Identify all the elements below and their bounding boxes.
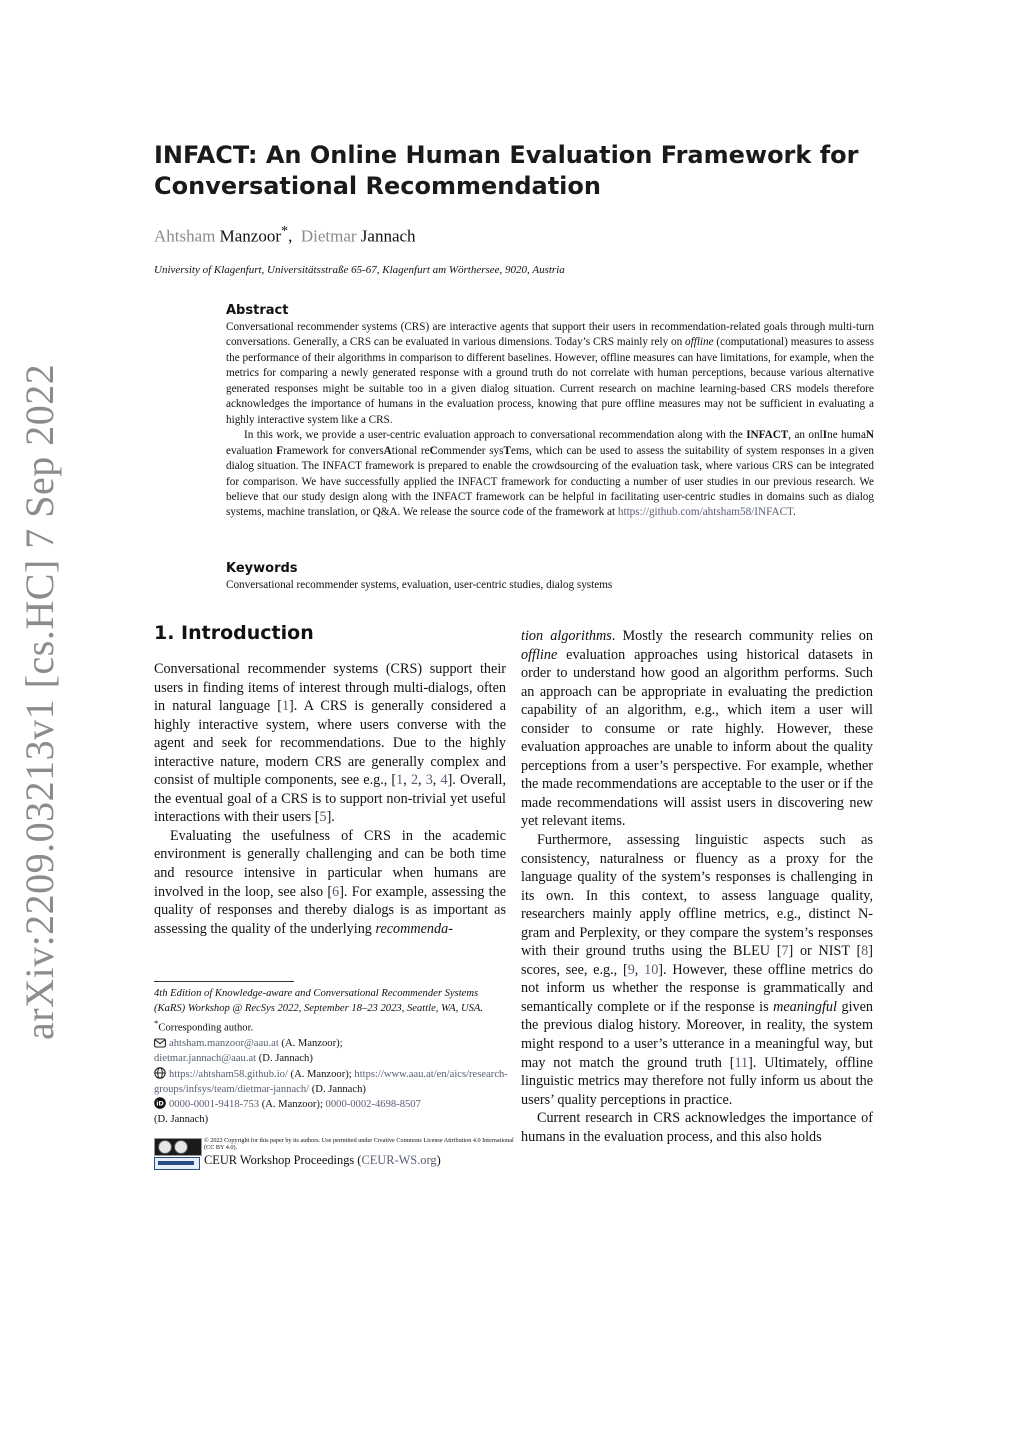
cc-by-badge [154,1138,202,1156]
email-link[interactable]: ahtsham.manzoor@aau.at [169,1038,279,1050]
keywords-section [226,560,874,593]
arxiv-watermark: arXiv:2209.03213v1 [cs.HC] 7 Sep 2022 [17,363,62,1040]
citation-link[interactable]: 3 [425,772,433,789]
citation-link[interactable]: 5 [319,809,327,826]
citation-link[interactable]: 11 [734,1054,749,1071]
orcid-line: iD 0000-0001-9418-753 (A. Manzoor); 0000-0002-4698-8507 (D. Jannach) [154,1098,421,1126]
keywords-text: Conversational recommender systems, evaluation, user-centric studies, dialog systems [226,579,613,591]
author-first-name: Dietmar [300,226,357,246]
paper-title: INFACT: An Online Human Evaluation Framework for Conversational Recommendation [154,141,859,200]
author-first-name: Ahtsham [154,226,216,246]
abstract-paragraph: In this work, we provide a user-centric evaluation approach to conversational recommendation along with the INFACT, an onlIne humaN evaluation Framework for conversAtional reCommender sysTems, which can be used to assess the suitability of system responses in a given dialog situation. The INFACT framework is prepared to enable the crowdsourcing of the evaluation task, where various CRS can be integrated for comparison. We have successfully applied the INFACT framework for conducting a number of user studies in our previous research. We believe that our study design along with the INFACT framework can be helpful in facilitating user-centric studies in domains such as dialog systems, machine translation, or Q&A. We release the source code of the framework at https://github.com/ahtsham58/INFACT. [226,429,875,519]
email-link[interactable]: dietmar.jannach@aau.at [154,1053,257,1065]
keywords-heading: Keywords [226,561,298,576]
citation-link[interactable]: 9 [627,961,635,978]
corresponding-mark: * [281,223,289,239]
right-column [521,627,873,1146]
footnotes [154,986,508,1127]
citation-link[interactable]: 4 [440,772,448,789]
ceur-line: CEUR Workshop Proceedings (CEUR-WS.org) [204,1153,441,1167]
footnote-rule [154,981,294,982]
venue-note: 4th Edition of Knowledge-aware and Conversational Recommender Systems (KaRS) Workshop @ RecSys 2022, September 18–23 2023, Seattle, WA, USA. [154,988,484,1015]
body-paragraph: Evaluating the usefulness of CRS in the academic environment is generally challenging and can be both time and resource intensive in particular when humans are involved in the loop, see also [6]. For example, assessing the quality of responses and thereby dialogs is as important as assessing the quality of the underlying recommenda- [154,827,506,937]
citation-link[interactable]: 7 [781,943,789,960]
citation-link[interactable]: 10 [644,961,659,978]
globe-icon [154,1067,166,1079]
homepage-link[interactable]: https://ahtsham58.github.io/ [169,1068,288,1080]
github-link[interactable]: https://github.com/ahtsham58/INFACT [617,506,794,519]
homepage-link[interactable]: https://www.aau.at/en/aics/research-groups/infsys/team/dietmar-jannach/ [154,1068,508,1095]
license-block [154,1138,514,1170]
orcid-icon [154,1097,166,1109]
orcid-link[interactable]: 0000-0001-9418-753 [169,1098,260,1110]
author-list: Ahtsham Manzoor*, Dietmar Jannach [154,223,416,246]
citation-link[interactable]: 1 [281,698,290,715]
web-line: https://ahtsham58.github.io/ (A. Manzoor); https://www.aau.at/en/aics/research-groups/infsys/team/dietmar-jannach/ (D. Jannach) [154,1068,508,1095]
body-paragraph: Conversational recommender systems (CRS) support their users in finding items of interest through multi-dialogs, often in natural language [1]. A CRS is generally considered a highly interactive system, where users converse with the agent and seek for recommendations. Due to the highly interactive nature, modern CRS are generally complex and consist of multiple components, see e.g., [1, 2, 3, 4]. Overall, the eventual goal of a CRS is to support non-trivial yet useful interactions with their users [5]. [154,661,507,826]
citation-link[interactable]: 1 [396,772,404,789]
orcid-link[interactable]: 0000-0002-4698-8507 [325,1098,421,1110]
section-heading-introduction: 1. Introduction [154,622,314,644]
affiliation: University of Klagenfurt, Universitätsstraße 65-67, Klagenfurt am Wörthersee, 9020, Austria [154,264,565,276]
citation-link[interactable]: 8 [861,943,869,960]
email-line: ahtsham.manzoor@aau.at (A. Manzoor); dietmar.jannach@aau.at (D. Jannach) [154,1038,343,1065]
author-last-name: Manzoor [219,226,282,246]
citation-link[interactable]: 2 [410,772,419,789]
body-paragraph: Furthermore, assessing linguistic aspects such as consistency, naturalness or fluency as a proxy for the language quality of the system’s responses is challenging in its own. In this context, to assess language quality, researchers mainly apply offline metrics, e.g., distinct N-gram and Perplexity, or they compare the system’s responses with their ground truths using the BLEU [7] or NIST [8] scores, see, e.g., [9, 10]. However, these offline metrics do not inform us whether the response is grammatically and semantically complete or if the response is meaningful given the previous dialog history. Moreover, in reality, the system might respond to a user’s utterance in a meaningful way, but may not match the ground truth [11]. Ultimately, offline linguistic metrics may therefore not fully inform us about the users’ quality perceptions in practice. [521,832,874,1108]
ceur-link[interactable]: CEUR-WS.org [361,1153,437,1167]
author-last-name: Jannach [360,226,416,246]
abstract-paragraph: Conversational recommender systems (CRS) are interactive agents that support their users in recommendation-related goals through multi-turn conversations. Generally, a CRS can be evaluated in various dimensions. Today’s CRS mainly rely on offline (computational) measures to assess the performance of their algorithms in comparison to different baselines. However, offline measures can have limitations, for example, when the metrics for comparing a newly generated response with a ground truth do not correlate with human perceptions, because various alternative generated responses might be suitable too in a given dialog situation. Current research on machine learning-based CRS models therefore acknowledges the importance of humans in the evaluation process, knowing that pure offline measures may not be sufficient in evaluating a highly interactive system like a CRS. [226,321,874,426]
svg-text:iD: iD [156,1099,164,1108]
ceur-logo [154,1157,200,1170]
corresponding-note: *Corresponding author. [154,1018,254,1034]
abstract-heading: Abstract [226,303,289,318]
envelope-icon [154,1037,166,1048]
body-paragraph: Current research in CRS acknowledges the importance of humans in the evaluation process, and this also holds [521,1110,873,1145]
citation-link[interactable]: 6 [332,883,340,900]
abstract-section [226,302,874,521]
copyright-text: © 2022 Copyright for this paper by its authors. Use permitted under Creative Commons License Attribution 4.0 International (CC BY 4.0). [204,1137,514,1152]
body-paragraph: tion algorithms. Mostly the research community relies on offline evaluation approaches using historical datasets in order to understand how good an algorithm performs. Such an approach can be appropriate in evaluating the prediction capability of an algorithm, e.g., which item a user will consider to consume or rate highly. However, these evaluation approaches are unable to inform about the quality perceptions from a user’s perspective. For example, whether the made recommendations are acceptable to the user or if the made recommendations will assist users in discovering new yet relevant items. [521,628,873,830]
left-column [154,660,506,938]
